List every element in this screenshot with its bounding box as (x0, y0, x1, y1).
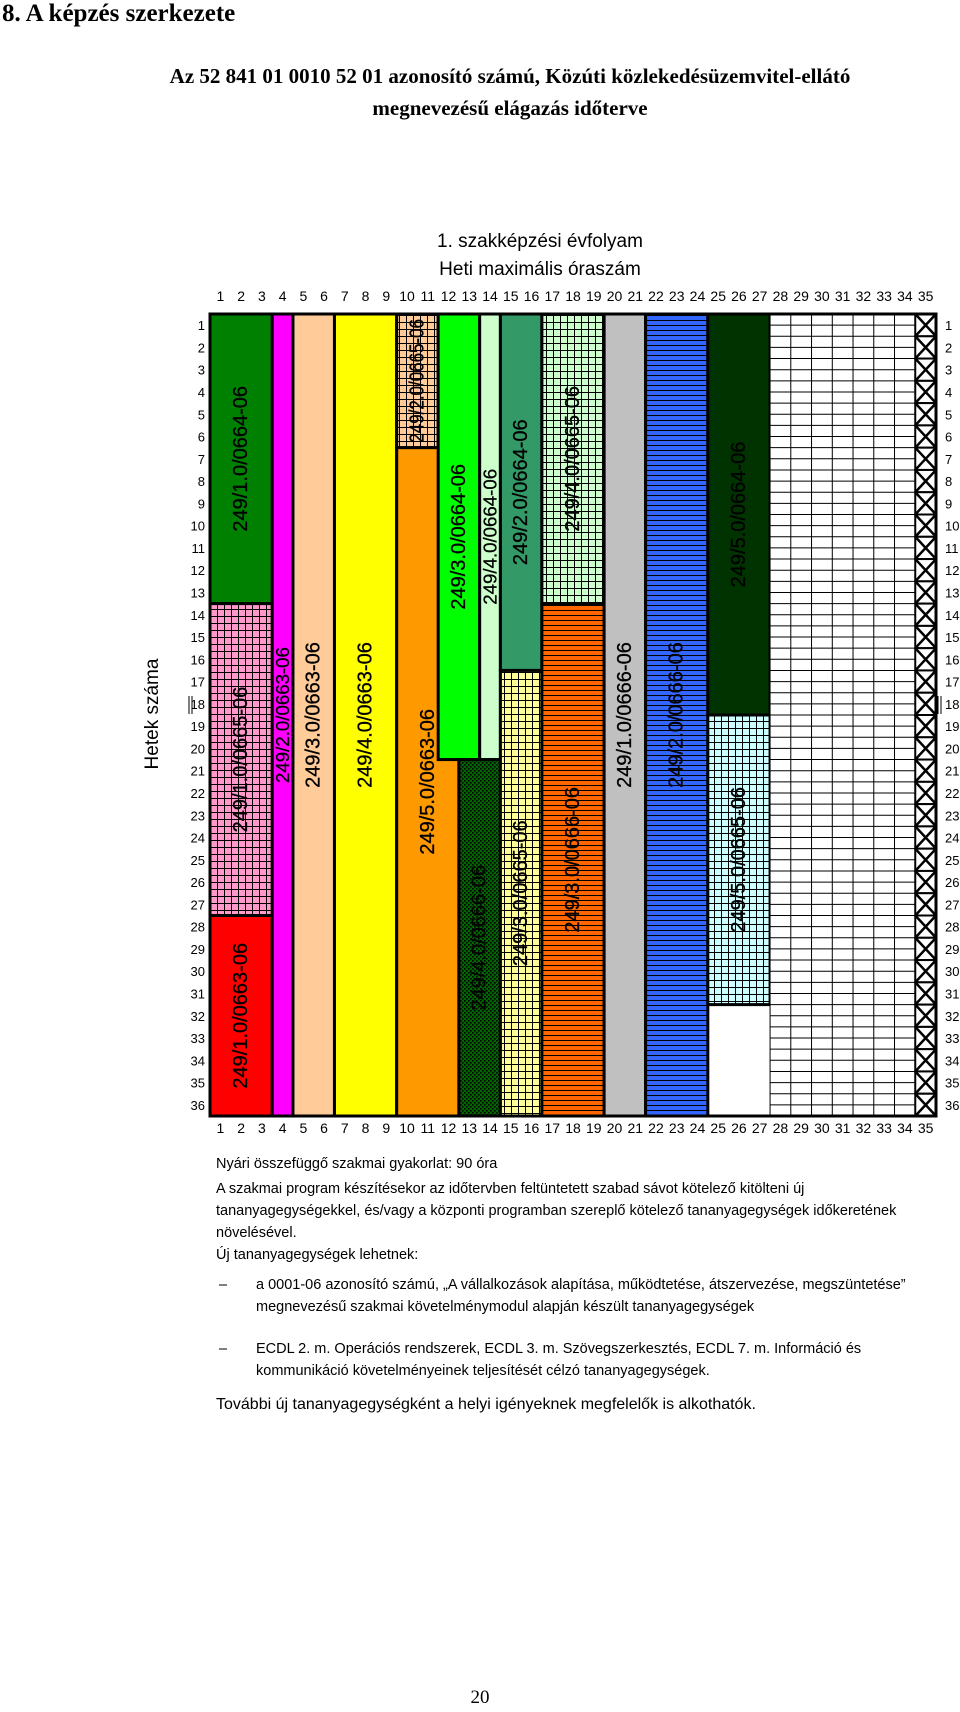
y-tick-left: 12 (190, 563, 205, 579)
x-tick-bottom: 10 (399, 1120, 415, 1136)
x-tick-top: 27 (751, 288, 768, 304)
y-tick-right: 5 (945, 407, 953, 423)
block-249-5-0-0664-06-label: 249/5.0/0664-06 (727, 441, 750, 588)
y-tick-left: 9 (197, 496, 205, 512)
x-tick-bottom: 2 (237, 1120, 246, 1136)
y-tick-left: 35 (190, 1075, 205, 1091)
section-heading: 8. A képzés szerkezete (2, 0, 236, 27)
y-tick-left: 3 (197, 362, 205, 378)
y-tick-right: 31 (945, 986, 960, 1002)
y-tick-left: 36 (190, 1097, 205, 1113)
x-tick-top: 21 (627, 288, 644, 304)
y-tick-left: 29 (190, 941, 205, 957)
block-249-2-0-0663-06-label: 249/2.0/0663-06 (272, 647, 294, 783)
x-tick-top: 19 (585, 288, 602, 304)
y-tick-right: 3 (945, 362, 953, 378)
x-tick-top: 6 (320, 288, 328, 304)
x-tick-bottom: 14 (482, 1120, 498, 1136)
y-tick-right: 4 (945, 384, 953, 400)
x-tick-top: 32 (855, 288, 872, 304)
x-tick-bottom: 29 (793, 1120, 809, 1136)
x-tick-bottom: 16 (523, 1120, 540, 1136)
block-249-3-0-0664-06-label: 249/3.0/0664-06 (447, 463, 470, 610)
y-tick-right: 10 (945, 518, 960, 534)
y-tick-left: 30 (190, 964, 205, 980)
block-249-3-0-0663-06-label: 249/3.0/0663-06 (302, 642, 325, 788)
y-tick-right: 33 (945, 1031, 960, 1047)
x-tick-bottom: 4 (278, 1120, 287, 1136)
y-tick-right: 21 (945, 763, 960, 779)
x-tick-top: 30 (814, 288, 830, 304)
x-tick-bottom: 7 (340, 1120, 349, 1136)
chart-title-line1: 1. szakképzési évfolyam (437, 231, 643, 252)
x-tick-bottom: 28 (772, 1120, 789, 1136)
y-axis-label: Hetek száma (142, 658, 163, 770)
y-tick-right: 7 (945, 451, 953, 467)
y-tick-right: 25 (945, 852, 960, 868)
y-tick-left: 7 (197, 451, 205, 467)
x-tick-top: 26 (731, 288, 747, 304)
y-tick-left: 15 (190, 630, 205, 646)
y-tick-right: 29 (945, 941, 960, 957)
x-tick-bottom: 34 (897, 1120, 913, 1136)
y-tick-left: 20 (190, 741, 205, 757)
y-tick-left: 10 (190, 518, 205, 534)
y-tick-right: 1 (945, 318, 953, 334)
x-tick-top: 25 (710, 288, 726, 304)
x-tick-top: 1 (216, 288, 225, 304)
y-tick-left: 31 (190, 986, 205, 1002)
y-tick-left: 1 (197, 318, 205, 334)
x-tick-bottom: 20 (606, 1120, 623, 1136)
x-tick-top: 31 (834, 288, 851, 304)
x-tick-bottom: 23 (668, 1120, 685, 1136)
x-tick-bottom: 21 (627, 1120, 644, 1136)
x-tick-top: 35 (917, 288, 934, 304)
x-tick-top: 33 (876, 288, 892, 304)
y-tick-right: 36 (945, 1097, 960, 1113)
y-tick-left: 21 (190, 763, 205, 779)
y-tick-left: 26 (190, 875, 205, 891)
x-tick-bottom: 12 (440, 1120, 457, 1136)
x-tick-top: 5 (299, 288, 308, 304)
y-tick-left: 6 (197, 429, 205, 445)
x-tick-top: 12 (440, 288, 457, 304)
x-tick-top: 34 (897, 288, 913, 304)
x-tick-bottom: 30 (814, 1120, 830, 1136)
block-249-2-0-0665-06-label: 249/2.0/0665-06 (406, 296, 429, 443)
block-249-1-0-0666-06-label: 249/1.0/0666-06 (613, 642, 636, 788)
y-tick-left: 5 (197, 407, 205, 423)
y-tick-left: 23 (190, 808, 205, 824)
x-tick-bottom: 11 (420, 1120, 436, 1136)
y-tick-left: 28 (190, 919, 205, 935)
x-tick-top: 24 (689, 288, 706, 304)
y-tick-left: 13 (190, 585, 205, 601)
y-tick-right: 30 (945, 964, 960, 980)
x-tick-bottom: 24 (689, 1120, 706, 1136)
x-tick-bottom: 19 (585, 1120, 602, 1136)
x-tick-top: 22 (648, 288, 664, 304)
x-tick-top: 17 (544, 288, 561, 304)
y-tick-right: 35 (945, 1075, 960, 1091)
y-tick-left: 14 (190, 607, 205, 623)
x-tick-bottom: 8 (361, 1120, 370, 1136)
list-item: – a 0001-06 azonosító számú, „A vállalkozások alapítása, működtetése, átszervezése, megszüntetése” megnevezésű szakmai követelménymodul alapján készült tananyagegységek (216, 1274, 936, 1318)
x-tick-bottom: 6 (320, 1120, 328, 1136)
y-tick-right: 11 (945, 540, 959, 556)
y-tick-right: 6 (945, 429, 953, 445)
y-tick-right: 16 (945, 652, 960, 668)
block-249-3-0-0665-06-label: 249/3.0/0665-06 (510, 820, 533, 967)
x-tick-top: 14 (482, 288, 498, 304)
y-tick-left: 24 (190, 830, 205, 846)
y-tick-left: 34 (190, 1053, 205, 1069)
x-tick-top: 20 (606, 288, 623, 304)
y-tick-right: 19 (945, 719, 960, 735)
block-249-5-0-0665-06-label: 249/5.0/0665-06 (727, 786, 750, 933)
y-tick-left: 25 (190, 852, 205, 868)
y-tick-left: 4 (197, 384, 205, 400)
y-tick-right: 13 (945, 585, 960, 601)
block-249-4-0-0663-06-label: 249/4.0/0663-06 (354, 642, 377, 788)
x-tick-bottom: 26 (731, 1120, 747, 1136)
document-title-line1: Az 52 841 01 0010 52 01 azonosító számú, Közúti közlekedésüzemvitel-ellátó (169, 64, 851, 88)
x-tick-bottom: 9 (382, 1120, 391, 1136)
y-tick-right: 27 (945, 897, 960, 913)
block-249-1-0-0664-06-label: 249/1.0/0664-06 (230, 385, 253, 532)
y-tick-right: 12 (945, 563, 960, 579)
y-tick-right: 8 (945, 474, 953, 490)
x-tick-bottom: 18 (565, 1120, 581, 1136)
x-tick-bottom: 25 (710, 1120, 726, 1136)
x-tick-top: 11 (420, 288, 436, 304)
x-tick-bottom: 13 (461, 1120, 478, 1136)
y-tick-right: 22 (945, 785, 960, 801)
x-tick-top: 28 (772, 288, 789, 304)
x-tick-top: 15 (502, 288, 519, 304)
x-tick-bottom: 32 (855, 1120, 872, 1136)
y-tick-right: 28 (945, 919, 960, 935)
y-tick-right: 17 (945, 674, 960, 690)
x-tick-bottom: 1 (216, 1120, 225, 1136)
y-tick-right: 26 (945, 875, 960, 891)
y-tick-left: 32 (190, 1008, 205, 1024)
x-tick-top: 4 (278, 288, 287, 304)
y-tick-right: 23 (945, 808, 960, 824)
block-249-3-0-0666-06-label: 249/3.0/0666-06 (562, 786, 584, 933)
x-tick-bottom: 31 (834, 1120, 851, 1136)
x-tick-top: 2 (237, 288, 246, 304)
page-number: 20 (470, 1687, 490, 1708)
document-title-line2: megnevezésű elágazás időterve (372, 96, 648, 120)
y-tick-left: 22 (190, 785, 205, 801)
x-tick-bottom: 17 (544, 1120, 561, 1136)
y-tick-left: 8 (197, 474, 205, 490)
y-tick-right: 2 (945, 340, 953, 356)
y-tick-right: 15 (945, 630, 960, 646)
new-units-list (216, 1274, 936, 1382)
x-tick-top: 18 (565, 288, 581, 304)
x-tick-bottom: 3 (257, 1120, 266, 1136)
y-tick-right: 32 (945, 1008, 960, 1024)
y-tick-left: 18 (190, 696, 205, 712)
y-tick-right: 34 (945, 1053, 960, 1069)
chart-title-line2: Heti maximális óraszám (439, 259, 641, 280)
closing-note: További új tananyagegységként a helyi igényeknek megfelelők is alkothatók. (216, 1396, 756, 1413)
x-tick-bottom: 27 (751, 1120, 768, 1136)
x-tick-bottom: 22 (648, 1120, 664, 1136)
y-tick-right: 14 (945, 607, 960, 623)
block-249-5-0-0663-06-label: 249/5.0/0663-06 (416, 708, 439, 855)
y-tick-right: 24 (945, 830, 960, 846)
block-249-4-0-0665-06-label: 249/4.0/0665-06 (562, 385, 584, 532)
summer-practice-note: Nyári összefüggő szakmai gyakorlat: 90 óra (216, 1156, 498, 1172)
y-tick-left: 33 (190, 1031, 205, 1047)
y-tick-right: 20 (945, 741, 960, 757)
block-249-2-0-0666-06-label: 249/2.0/0666-06 (665, 642, 688, 788)
y-tick-right: 9 (945, 496, 953, 512)
y-tick-left: 16 (190, 652, 205, 668)
x-tick-top: 23 (668, 288, 685, 304)
y-tick-left: 27 (190, 897, 205, 913)
notes-section (216, 1153, 936, 1416)
block-249-4-0-0666-06-label: 249/4.0/0666-06 (468, 864, 491, 1011)
x-tick-top: 13 (461, 288, 478, 304)
new-units-intro: Új tananyagegységek lehetnek: (216, 1247, 419, 1263)
block-249-4-0-0664-06-label: 249/4.0/0664-06 (479, 468, 501, 605)
block-249-1-0-0663-06-label: 249/1.0/0663-06 (230, 942, 253, 1089)
y-tick-left: 19 (190, 719, 205, 735)
x-tick-bottom: 33 (876, 1120, 892, 1136)
block-249-2-0-0664-06-label: 249/2.0/0664-06 (510, 419, 533, 566)
x-tick-top: 9 (382, 288, 391, 304)
x-tick-top: 10 (399, 288, 415, 304)
x-tick-bottom: 5 (299, 1120, 308, 1136)
y-tick-right: 18 (945, 696, 960, 712)
x-tick-top: 7 (340, 288, 349, 304)
x-tick-top: 3 (257, 288, 266, 304)
x-tick-bottom: 35 (917, 1120, 934, 1136)
block-249-1-0-0665-06-label: 249/1.0/0665-06 (230, 686, 253, 833)
x-tick-top: 16 (523, 288, 540, 304)
list-item: – ECDL 2. m. Operációs rendszerek, ECDL 3. m. Szövegszerkesztés, ECDL 7. m. Információ és kommunikáció követelményeinek teljesítését célzó tananyagegységek. (216, 1338, 936, 1382)
y-tick-left: 2 (197, 340, 205, 356)
y-tick-left: 11 (191, 540, 205, 556)
x-tick-bottom: 15 (502, 1120, 519, 1136)
x-tick-top: 29 (793, 288, 809, 304)
y-tick-left: 17 (190, 674, 205, 690)
free-band-note: A szakmai program készítésekor az időtervben feltüntetett szabad sávot kötelező kitölteni új tananyagegységekkel, és/vagy a központi programban szereplő kötelező tananyagegységek időkeretének növelésével. (216, 1181, 897, 1241)
x-tick-top: 8 (361, 288, 370, 304)
